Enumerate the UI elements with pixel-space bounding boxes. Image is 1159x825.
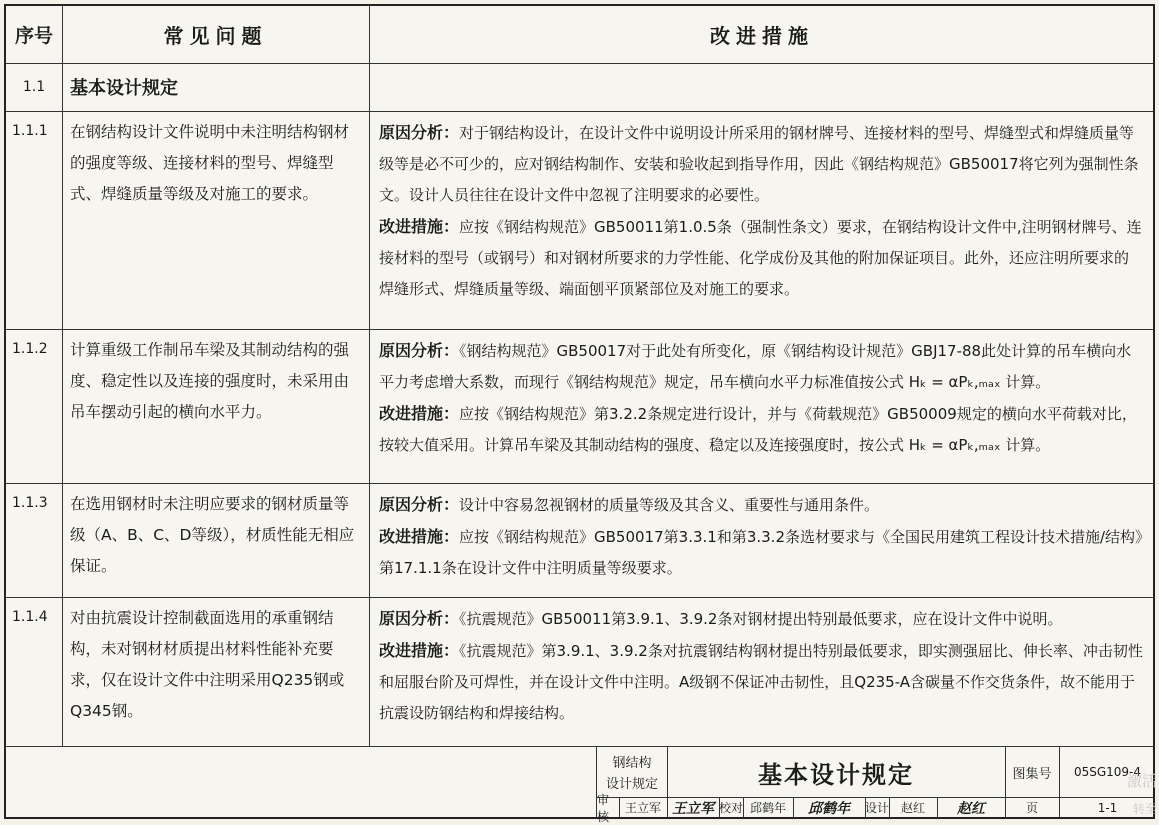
analysis-paragraph: [379, 335, 1143, 398]
row-problem: 对由抗震设计控制截面选用的承重钢结构，未对钢材材质提出材料性能补充要求，仅在设计文件中注明采用Q235钢或Q345钢。: [70, 609, 345, 720]
analysis-text: 设计中容易忽视钢材的质量等级及其含义、重要性与通用条件。: [459, 496, 880, 514]
drawing-sheet: [4, 4, 1155, 824]
measure-paragraph: [379, 521, 1143, 584]
check-label: 校对: [719, 801, 744, 815]
title-block: [596, 746, 1155, 824]
designer-name: 赵红: [900, 801, 925, 815]
header-problem: 常见问题: [163, 24, 268, 48]
measure-label: 改进措施：: [379, 217, 460, 236]
atlas-label: 图集号: [1012, 766, 1052, 782]
row-measure: [369, 483, 1155, 584]
measure-paragraph: [379, 211, 1143, 305]
row-no: 1.1.3: [12, 495, 48, 511]
reviewer-name: 王立军: [624, 801, 661, 815]
page-label: 页: [1025, 801, 1038, 815]
analysis-text: 《钢结构规范》GB50017对于此处有所变化，原《钢结构设计规范》GBJ17-88此处计算的吊车横向水平力考虑增大系数，而现行《钢结构规范》规定，吊车横向水平力标准值按公式 Hₖ = αPₖ,ₘₐₓ 计算。: [379, 342, 1132, 391]
header-no: 序号: [14, 25, 53, 47]
measure-paragraph: [379, 398, 1143, 461]
analysis-label: 原因分析：: [379, 341, 460, 360]
page-number: 1-1: [1097, 800, 1118, 815]
row-no: 1.1.1: [12, 123, 48, 139]
review-label: 审核: [597, 792, 610, 824]
measure-label: 改进措施：: [379, 404, 460, 423]
checker-name: 邱鹤年: [749, 801, 786, 815]
analysis-text: 《抗震规范》GB50011第3.9.1、3.9.2条对钢材提出特别最低要求，应在设计文件中说明。: [459, 610, 1063, 628]
analysis-paragraph: [379, 117, 1143, 211]
measure-label: 改进措施：: [379, 527, 460, 546]
tb-category-1: 钢结构: [612, 755, 652, 771]
row-problem: 在钢结构设计文件说明中未注明结构钢材的强度等级、连接材料的型号、焊缝型式、焊缝质量等级及对施工的要求。: [70, 123, 350, 203]
row-measure: [369, 111, 1155, 305]
row-problem: 在选用钢材时未注明应要求的钢材质量等级（A、B、C、D等级），材质性能无相应保证。: [70, 495, 355, 575]
tb-category-2: 设计规定: [605, 776, 658, 792]
watermark-line2: 转至: [1132, 802, 1157, 816]
section-title: 基本设计规定: [70, 78, 178, 99]
row-measure: [369, 329, 1155, 461]
analysis-label: 原因分析：: [379, 495, 460, 514]
measure-label: 改进措施：: [379, 641, 460, 660]
row-measure: [369, 597, 1155, 729]
measure-paragraph: [379, 635, 1143, 729]
analysis-paragraph: [379, 489, 1143, 521]
measure-text: 应按《钢结构规范》GB50017第3.3.1和第3.3.2条选材要求与《全国民用建筑工程设计技术措施/结构》第17.1.1条在设计文件中注明质量等级要求。: [379, 528, 1143, 577]
row-no: 1.1.2: [12, 341, 48, 357]
checker-signature: 邱鹤年: [808, 800, 850, 817]
atlas-number: 05SG109-4: [1073, 765, 1142, 779]
measure-text: 《抗震规范》第3.9.1、3.9.2条对抗震钢结构钢材提出特别最低要求，即实测强屈比、伸长率、冲击韧性和屈服台阶及可焊性，并在设计文件中注明。A级钢不保证冲击韧性，且Q235-A含碳量不作交货条件，故不能用于抗震设防钢结构和焊接结构。: [379, 642, 1143, 722]
measure-text: 应按《钢结构规范》第3.2.2条规定进行设计，并与《荷载规范》GB50009规定的横向水平荷载对比，按较大值采用。计算吊车梁及其制动结构的强度、稳定以及连接强度时，按公式 Hₖ = αPₖ,ₘₐₓ 计算。: [379, 405, 1137, 454]
reviewer-signature: 王立军: [672, 800, 714, 817]
section-no: 1.1: [22, 79, 46, 95]
analysis-label: 原因分析：: [379, 609, 460, 628]
design-label: 设计: [865, 801, 890, 815]
row-problem: 计算重级工作制吊车梁及其制动结构的强度、稳定性以及连接的强度时，未采用由吊车摆动引起的横向水平力。: [70, 341, 350, 421]
watermark-line1: 激活: [1126, 772, 1157, 790]
row-no: 1.1.4: [12, 609, 48, 625]
analysis-label: 原因分析：: [379, 123, 460, 142]
analysis-text: 对于钢结构设计，在设计文件中说明设计所采用的钢材牌号、连接材料的型号、焊缝型式和焊缝质量等级等是必不可少的，应对钢结构制作、安装和验收起到指导作用，因此《钢结构规范》GB50017将它列为强制性条文。设计人员往往在设计文件中忽视了注明要求的必要性。: [379, 124, 1139, 204]
analysis-paragraph: [379, 603, 1143, 635]
header-measure: 改进措施: [710, 24, 814, 48]
measure-text: 应按《钢结构规范》GB50011第1.0.5条（强制性条文）要求，在钢结构设计文件中,注明钢材牌号、连接材料的型号（或钢号）和对钢材所要求的力学性能、化学成份及其他的附加保证项目。此外，还应注明所要求的焊缝形式、焊缝质量等级、端面刨平顶紧部位及对施工的要求。: [379, 218, 1142, 298]
drawing-title: 基本设计规定: [758, 760, 914, 789]
designer-signature: 赵红: [957, 800, 985, 817]
